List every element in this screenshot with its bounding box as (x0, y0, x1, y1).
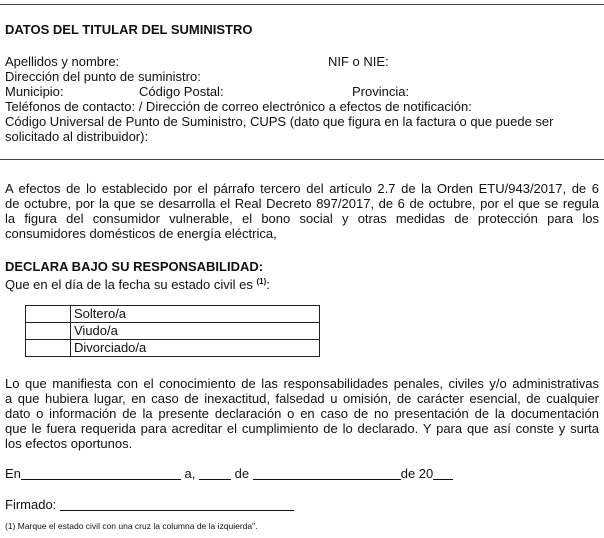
direccion-label: Dirección del punto de suministro: (5, 69, 201, 84)
civil-status-checkbox-soltero[interactable] (26, 306, 71, 323)
civil-status-row (26, 323, 320, 340)
signature-blank[interactable] (60, 498, 294, 511)
day-blank[interactable] (199, 467, 231, 480)
cups-label-line2: solicitado al distribuidor): (5, 129, 149, 144)
a-label: a, (184, 466, 196, 481)
civil-status-checkbox-divorciado[interactable] (26, 340, 71, 357)
middle-rule (0, 159, 604, 160)
section-title: DATOS DEL TITULAR DEL SUMINISTRO (5, 22, 253, 37)
civil-status-checkbox-viudo[interactable] (26, 323, 71, 340)
civil-status-label: Divorciado/a (71, 340, 320, 357)
cups-label-line1: Código Universal de Punto de Suministro, CUPS (dato que figura en la factura o que puede ser (5, 114, 554, 129)
place-date-line (5, 466, 453, 481)
provincia-label: Provincia: (352, 84, 410, 99)
firmado-label: Firmado: (5, 497, 57, 512)
top-rule (0, 4, 604, 5)
question-colon: : (266, 277, 270, 292)
declaration-question (5, 274, 270, 292)
signature-line (5, 497, 294, 512)
year-prefix-label: de 20 (400, 466, 434, 481)
telefonos-label: Teléfonos de contacto: / Dirección de correo electrónico a efectos de notificación: (5, 99, 472, 114)
closing-line-1: Lo que manifiesta con el conocimiento de las responsabilidades penales, civiles y/o administrativas (5, 376, 599, 391)
municipio-label: Municipio: (5, 84, 64, 99)
civil-status-row (26, 306, 320, 323)
declaration-heading: DECLARA BAJO SU RESPONSABILIDAD: (5, 259, 264, 274)
month-blank[interactable] (253, 467, 401, 480)
civil-status-row (26, 340, 320, 357)
footnote: (1) Marque el estado civil con una cruz la columna de la izquierda". (5, 521, 258, 531)
closing-line-3: dato o información de la presente declaración o en caso de no presentación de la documentación (5, 406, 599, 421)
intro-line-4: consumidores domésticos de energía eléctrica, (5, 226, 277, 241)
intro-line-1: A efectos de lo establecido por el párrafo tercero del artículo 2.7 de la Orden ETU/943/2017, de 6 (5, 181, 599, 196)
closing-line-4: que le fuera requerida para acreditar el cumplimiento de lo declarado. Y para que así conste y surta (5, 421, 599, 436)
year-blank[interactable] (433, 467, 453, 480)
de-label: de (234, 466, 250, 481)
closing-line-2: a que hubiera lugar, en caso de inexactitud, falsedad u omisión, de carácter esencial, de cualquier (5, 391, 599, 406)
intro-line-2: de octubre, por la que se desarrolla el Real Decreto 897/2017, de 6 de octubre, por el que se regula (5, 196, 599, 211)
closing-line-5: los efectos oportunos. (5, 436, 133, 451)
apellidos-label: Apellidos y nombre: (5, 54, 120, 69)
intro-line-3: la figura del consumidor vulnerable, el bono social y otras medidas de protección para los (5, 211, 599, 226)
civil-status-label: Soltero/a (71, 306, 320, 323)
codigo-postal-label: Código Postal: (139, 84, 224, 99)
nif-label: NIF o NIE: (328, 54, 389, 69)
en-label: En (5, 466, 21, 481)
civil-status-table (25, 305, 320, 357)
civil-status-label: Viudo/a (71, 323, 320, 340)
declaration-question-text: Que en el día de la fecha su estado civil es (5, 277, 253, 292)
place-blank[interactable] (21, 467, 181, 480)
footnote-ref: (1) (256, 277, 267, 286)
